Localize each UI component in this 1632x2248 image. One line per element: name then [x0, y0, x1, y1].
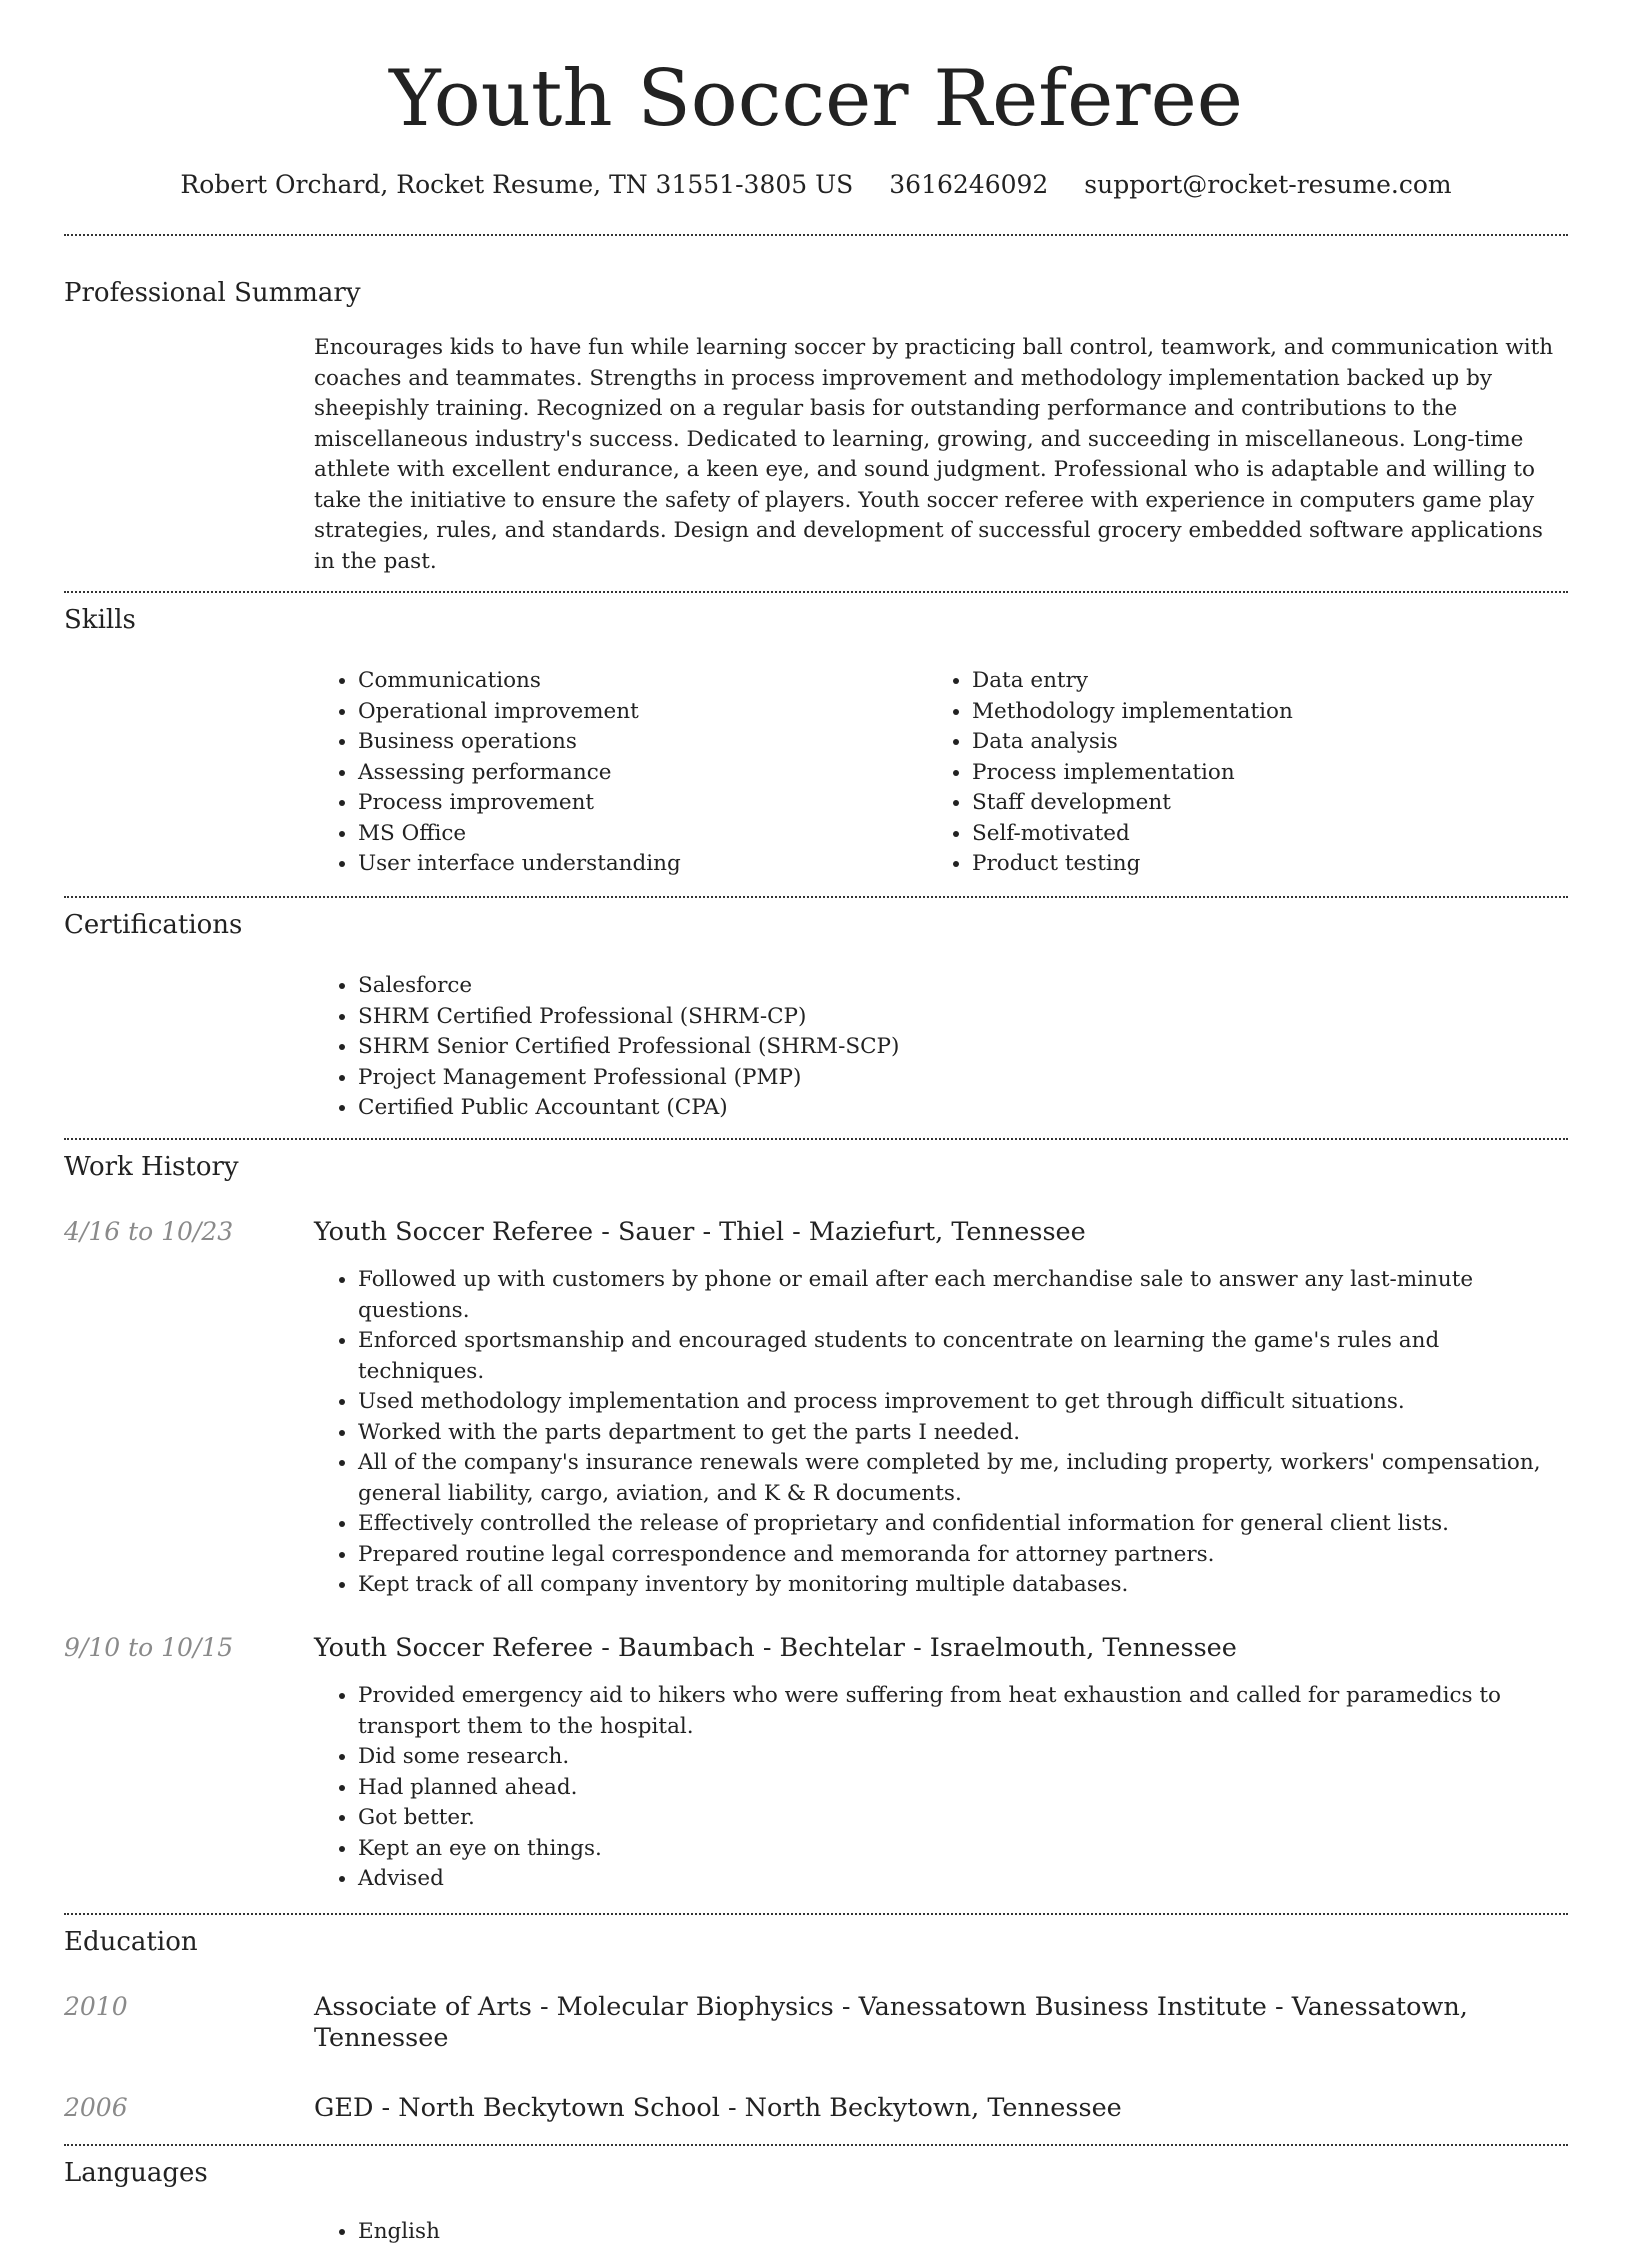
language-item: • English	[358, 2217, 1568, 2248]
skill-item: • Staff development	[972, 788, 1542, 819]
job-duty: • Kept track of all company inventory by monitoring multiple databases.	[358, 1570, 1568, 1601]
languages-content	[314, 2217, 1568, 2248]
certifications-heading: Certifications	[64, 909, 243, 940]
summary-section	[0, 236, 1632, 591]
job-duty: • Used methodology implementation and process improvement to get through difficult situations.	[358, 1387, 1568, 1418]
job-body	[314, 1633, 1568, 1895]
resume-title: Youth Soccer Referee	[389, 54, 1243, 144]
job-duty: • Prepared routine legal correspondence and memoranda for attorney partners.	[358, 1540, 1568, 1571]
skills-heading: Skills	[64, 605, 136, 636]
skill-item: • Assessing performance	[358, 758, 928, 789]
job-heading: Youth Soccer Referee - Baumbach - Bechtelar - Israelmouth, Tennessee	[314, 1632, 1237, 1663]
job-duties-list	[314, 1265, 1568, 1601]
job-dates: 9/10 to 10/15	[64, 1632, 234, 1662]
skill-item: • Product testing	[972, 849, 1542, 880]
skill-item: • Data entry	[972, 666, 1542, 697]
contact-email: support@rocket-resume.com	[1084, 170, 1452, 199]
summary-heading: Professional Summary	[64, 278, 361, 308]
work-history-section	[0, 1140, 1632, 1913]
contact-address: Robert Orchard, Rocket Resume, TN 31551-3805 US	[180, 170, 854, 199]
job-duty: • Effectively controlled the release of proprietary and confidential information for general client lists.	[358, 1509, 1568, 1540]
job-duty: • Followed up with customers by phone or email after each merchandise sale to answer any last-minute questions.	[358, 1265, 1568, 1326]
skills-column-right	[928, 666, 1542, 880]
education-section	[0, 1915, 1632, 2144]
job-heading: Youth Soccer Referee - Sauer - Thiel - Maziefurt, Tennessee	[314, 1216, 1086, 1247]
job-duty: • Did some research.	[358, 1742, 1568, 1773]
skill-item: • Communications	[358, 666, 928, 697]
skills-column-left	[314, 666, 928, 880]
job-duties-list	[314, 1681, 1568, 1895]
job-body	[314, 1217, 1568, 1601]
languages-heading: Languages	[64, 2157, 208, 2188]
skill-item: • Operational improvement	[358, 697, 928, 728]
education-entry	[64, 2093, 1568, 2144]
certification-item: • SHRM Senior Certified Professional (SHRM-SCP)	[358, 1032, 1568, 1063]
skills-list-left	[314, 666, 928, 880]
education-detail: Associate of Arts - Molecular Biophysics - Vanessatown Business Institute - Vanessatown, Tennessee	[314, 1992, 1468, 2053]
job-duty: • Worked with the parts department to get the parts I needed.	[358, 1418, 1568, 1449]
certification-item: • Certified Public Accountant (CPA)	[358, 1093, 1568, 1124]
job-duty: • Had planned ahead.	[358, 1773, 1568, 1804]
certification-item: • Salesforce	[358, 971, 1568, 1002]
job-duty: • Advised	[358, 1864, 1568, 1895]
education-heading: Education	[64, 1926, 198, 1957]
education-year: 2010	[64, 1992, 128, 2022]
languages-section	[0, 2146, 1632, 2248]
skills-section	[0, 593, 1632, 896]
education-year: 2006	[64, 2093, 128, 2123]
job-duty: • Got better.	[358, 1803, 1568, 1834]
job-duty: • Kept an eye on things.	[358, 1834, 1568, 1865]
job-duty: • Enforced sportsmanship and encouraged students to concentrate on learning the game's rules and techniques.	[358, 1326, 1568, 1387]
certification-item: • Project Management Professional (PMP)	[358, 1063, 1568, 1094]
skill-item: • Process implementation	[972, 758, 1542, 789]
contact-phone: 3616246092	[889, 170, 1049, 199]
certifications-content	[314, 971, 1568, 1138]
skills-list-right	[928, 666, 1542, 880]
certifications-section	[0, 898, 1632, 1138]
skill-item: • Process improvement	[358, 788, 928, 819]
education-entry	[64, 1992, 1568, 2053]
skills-columns	[314, 666, 1568, 896]
job-entry	[64, 1217, 1568, 1601]
skill-item: • Data analysis	[972, 727, 1542, 758]
education-detail: GED - North Beckytown School - North Beckytown, Tennessee	[314, 2093, 1122, 2124]
summary-text: Encourages kids to have fun while learning soccer by practicing ball control, teamwork, and communication with coaches and teammates. Strengths in process improvement and methodology implementation backed up by sheepishly training. Recognized on a regular basis for outstanding performance and contributions to the miscellaneous industry's success. Dedicated to learning, growing, and succeeding in miscellaneous. Long-time athlete with excellent endurance, a keen eye, and sound judgment. Professional who is adaptable and willing to take the initiative to ensure the safety of players. Youth soccer referee with experience in computers game play strategies, rules, and standards. Design and development of successful grocery embedded software applications in the past.	[314, 335, 1554, 574]
job-duty: • All of the company's insurance renewals were completed by me, including property, workers' compensation, general liability, cargo, aviation, and K & R documents.	[358, 1448, 1568, 1509]
contact-line	[0, 170, 1632, 200]
work-history-heading: Work History	[64, 1151, 239, 1182]
certifications-list	[314, 971, 1568, 1124]
job-duty: • Provided emergency aid to hikers who were suffering from heat exhaustion and called for paramedics to transport them to the hospital.	[358, 1681, 1568, 1742]
certification-item: • SHRM Certified Professional (SHRM-CP)	[358, 1002, 1568, 1033]
skill-item: • MS Office	[358, 819, 928, 850]
job-dates: 4/16 to 10/23	[64, 1216, 234, 1246]
skill-item: • Self-motivated	[972, 819, 1542, 850]
skill-item: • Business operations	[358, 727, 928, 758]
skill-item: • User interface understanding	[358, 849, 928, 880]
languages-list	[314, 2217, 1568, 2248]
skill-item: • Methodology implementation	[972, 697, 1542, 728]
job-entry	[64, 1633, 1568, 1913]
